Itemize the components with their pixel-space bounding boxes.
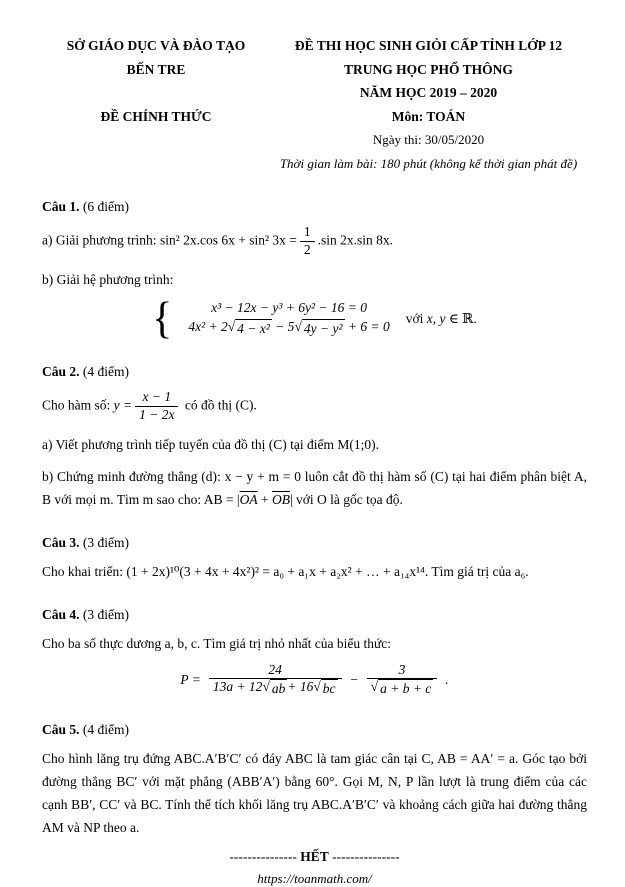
question2-heading xyxy=(42,364,587,380)
q4-fraction-1 xyxy=(209,662,342,698)
question2-points: (4 điểm) xyxy=(79,363,130,379)
q2-intro-text: Cho hàm số: xyxy=(42,397,114,413)
q4-radicand-bc: bc xyxy=(322,681,336,697)
radical-sign: √ xyxy=(262,679,270,695)
system-equations xyxy=(188,300,389,338)
q2-fraction-numerator: x − 1 xyxy=(142,388,172,404)
question2-number: Câu 2. xyxy=(42,363,80,379)
q4-P-lhs: P = xyxy=(180,671,201,687)
q1a-prompt: a) Giải phương trình: xyxy=(42,232,160,248)
q4-minus-sign: − xyxy=(349,671,359,687)
q2-function-fraction xyxy=(135,389,178,424)
q4-radicand-abc: a + b + c xyxy=(380,681,432,697)
system-equation-1: x³ − 12x − y³ + 6y² − 16 = 0 xyxy=(211,299,367,315)
exam-duration: Thời gian làm bài: 180 phút (không kể thời gian phát đề) xyxy=(279,155,578,171)
system-equation-2 xyxy=(188,319,389,338)
eq2-sqrt-2 xyxy=(294,319,344,338)
question3-points: (3 điểm) xyxy=(79,534,130,550)
q1a-fraction-numerator: 1 xyxy=(303,224,311,239)
domain-variables: x, y xyxy=(426,310,446,326)
question5-heading xyxy=(42,722,587,738)
school-year: NĂM HỌC 2019 – 2020 xyxy=(359,85,498,100)
document-header xyxy=(42,34,587,175)
radical-sign: √ xyxy=(294,318,302,334)
radical-sign: √ xyxy=(227,318,236,334)
q4-fraction1-numerator: 24 xyxy=(268,661,282,677)
q2b-plus: + xyxy=(257,491,272,507)
q2-fraction-denominator: 1 − 2x xyxy=(135,406,178,424)
system-domain xyxy=(406,311,477,327)
system-brace: { xyxy=(152,294,173,343)
exam-date: Ngày thi: 30/05/2020 xyxy=(372,132,485,147)
question5-number: Câu 5. xyxy=(42,721,80,737)
source-url: https://toanmath.com/ xyxy=(257,870,372,886)
q1a-fraction xyxy=(300,224,315,259)
question1-heading xyxy=(42,199,587,215)
end-of-exam-line xyxy=(42,849,587,865)
question4-points: (3 điểm) xyxy=(79,606,130,622)
q4-den-mid: + 16 xyxy=(287,679,314,695)
q2-function-lhs: y = xyxy=(113,397,133,413)
header-spacer xyxy=(42,81,270,105)
subject-line: Môn: TOÁN xyxy=(391,108,466,124)
question2-intro xyxy=(42,389,587,424)
q2b-text-post: | với O là gốc tọa độ. xyxy=(289,491,403,507)
q4-fraction-2 xyxy=(367,662,438,698)
question3-body: Cho khai triển: (1 + 2x)¹⁰(3 + 4x + 4x²)² = a₀ + a₁x + a₂x² + … + a₁₄x¹⁴. Tìm giá trị của a₆. xyxy=(42,563,529,579)
eq2-suffix: + 6 = 0 xyxy=(344,318,390,334)
eq2-middle: − 5 xyxy=(271,318,295,334)
domain-pre: với xyxy=(405,310,427,326)
het-dashes-left: --------------- xyxy=(229,848,301,864)
question3-number: Câu 3. xyxy=(42,534,80,550)
question3-heading xyxy=(42,535,587,551)
question5-body: Cho hình lăng trụ đứng ABC.A′B′C′ có đáy ABC là tam giác cân tại C, AB = AA′ = a. Góc tạo bởi đường thẳng BC′ với mặt phẳng (ABB′A′) bằng 60°. Gọi M, N, P lần lượt là trung điểm của các cạnh BB′, CC′ và BC. Tính thể tích khối lăng trụ ABC.A′B′C′ và khoảng cách giữa hai đường thẳng AM và NP theo a. xyxy=(42,750,587,835)
question1-equation-system xyxy=(42,294,587,343)
q2b-vector-OB: $\overline{OB}$ xyxy=(271,491,290,507)
question2-part-a: a) Viết phương trình tiếp tuyến của đồ thị (C) tại điểm M(1;0). xyxy=(42,436,379,452)
eq2-sqrt-1 xyxy=(228,319,272,338)
department-name-line1: SỞ GIÁO DỤC VÀ ĐÀO TẠO xyxy=(66,38,246,53)
question4-intro: Cho ba số thực dương a, b, c. Tìm giá trị nhỏ nhất của biểu thức: xyxy=(42,635,392,651)
eq2-radicand-1: 4 − x² xyxy=(237,320,270,336)
header-right-block xyxy=(270,34,587,175)
q1a-equation-rhs: .sin 2x.sin 8x. xyxy=(317,232,394,248)
question2-part-b xyxy=(42,465,587,511)
q4-period: . xyxy=(445,671,449,687)
q4-sqrt-ab xyxy=(262,679,287,698)
q4-fraction1-denominator xyxy=(209,678,342,698)
radical-sign: √ xyxy=(370,679,379,695)
q4-radicand-ab: ab xyxy=(271,681,286,697)
question1-number: Câu 1. xyxy=(42,199,80,214)
het-dashes-right: --------------- xyxy=(328,848,400,864)
q2-intro-suffix: có đồ thị (C). xyxy=(181,397,257,413)
question1-part-b-label: b) Giải hệ phương trình: xyxy=(42,271,174,287)
exam-title-line2: TRUNG HỌC PHỔ THÔNG xyxy=(344,61,513,77)
q2b-vector-OA: $\overline{OA}$ xyxy=(239,491,258,507)
question1-points: (6 điểm) xyxy=(79,199,130,214)
question1-part-a xyxy=(42,224,587,259)
q4-den-pre: 13a + 12 xyxy=(212,679,263,695)
domain-post: ∈ ℝ. xyxy=(445,310,477,326)
q4-sqrt-bc xyxy=(313,679,337,698)
radical-sign: √ xyxy=(313,679,321,695)
q1a-equation-lhs: sin² 2x.cos 6x + sin² 3x = xyxy=(159,232,297,248)
question4-display-formula xyxy=(42,662,587,698)
header-left-block xyxy=(42,34,270,175)
q4-fraction2-numerator: 3 xyxy=(398,661,406,677)
het-label: HẾT xyxy=(300,848,329,864)
question5-points: (4 điểm) xyxy=(79,721,130,737)
official-exam-stamp: ĐỀ CHÍNH THỨC xyxy=(100,108,212,124)
question4-number: Câu 4. xyxy=(42,606,80,622)
question4-heading xyxy=(42,607,587,623)
department-name-line2: BẾN TRE xyxy=(126,61,186,77)
q1a-fraction-denominator: 2 xyxy=(300,241,315,259)
q2b-text-pre: b) Chứng minh đường thẳng (d): x − y + m = 0 luôn cắt đồ thị hàm số (C) tại hai điểm phân biệt A, B với mọi m. Tìm m sao cho: AB = | xyxy=(42,468,587,507)
q4-sqrt-abc xyxy=(371,679,434,698)
exam-title-line1: ĐỀ THI HỌC SINH GIỎI CẤP TỈNH LỚP 12 xyxy=(294,38,563,53)
eq2-prefix: 4x² + 2 xyxy=(188,318,228,334)
eq2-radicand-2: 4y − y² xyxy=(303,320,343,336)
q4-fraction2-denominator xyxy=(367,678,438,698)
